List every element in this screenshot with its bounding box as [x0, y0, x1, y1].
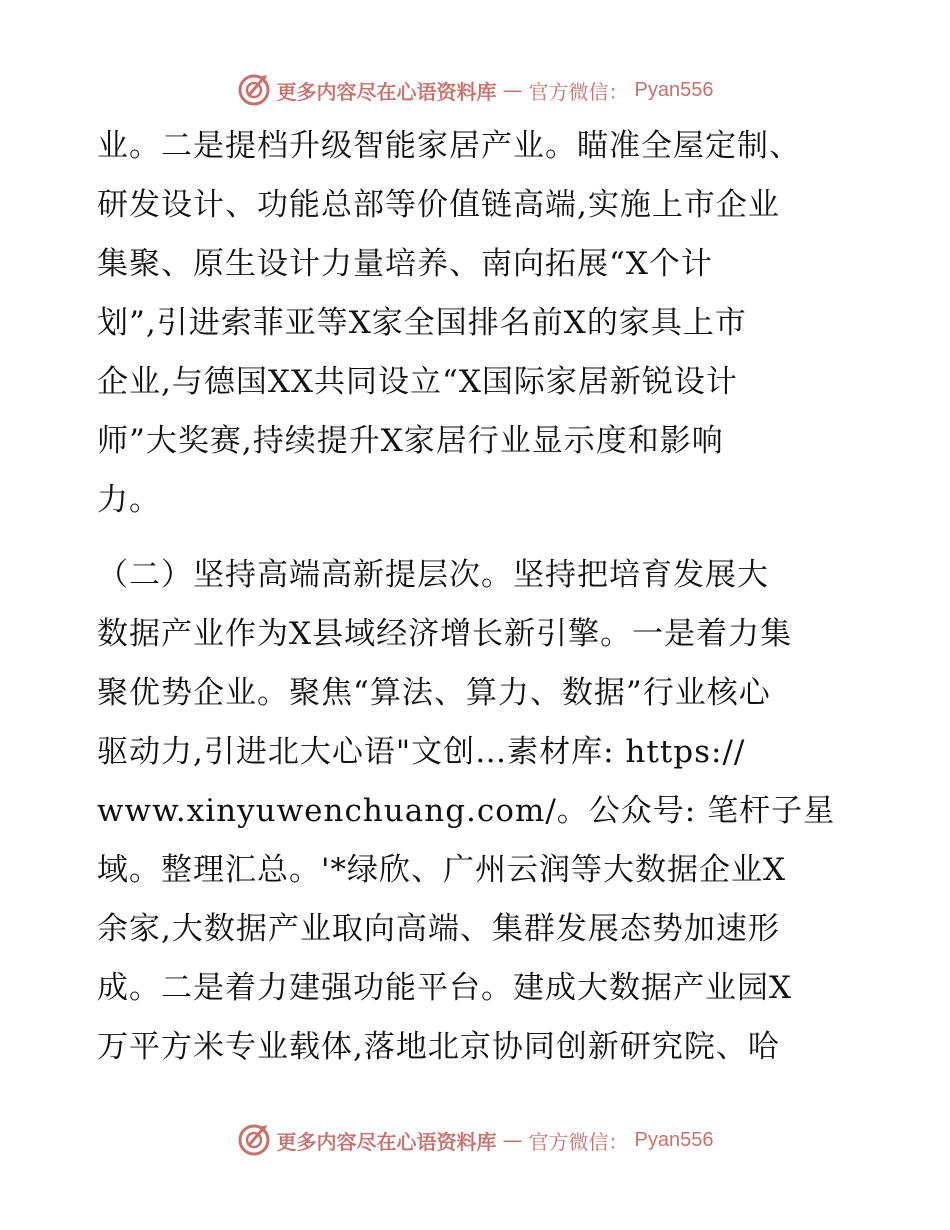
text-line: 聚优势企业。聚焦“算法、算力、数据”行业核心: [97, 675, 771, 711]
banner-slogan: 更多内容尽在心语资料库: [276, 1129, 497, 1154]
text-line: 划”,引进索菲亚等X家全国排名前X的家具上市: [97, 305, 747, 341]
text-line: www.xinyuwenchuang.com/。公众号: 笔杆子星: [97, 793, 836, 829]
text-line: 师”大奖赛,持续提升X家居行业显示度和影响: [97, 423, 724, 459]
banner-slogan: 更多内容尽在心语资料库: [276, 79, 497, 104]
pen-circle-logo-icon: [237, 1123, 271, 1157]
text-line: 企业,与德国XX共同设立“X国际家居新锐设计: [97, 364, 738, 400]
footer-banner: [0, 1120, 950, 1160]
wechat-id: Pyan556: [634, 78, 714, 101]
header-banner: [0, 70, 950, 110]
paragraph: [97, 117, 857, 530]
pen-circle-logo-icon: [237, 73, 271, 107]
text-line: 余家,大数据产业取向高端、集群发展态势加速形: [97, 911, 780, 947]
text-line: 力。: [97, 482, 161, 518]
text-line: 域。整理汇总。'*绿欣、广州云润等大数据企业X: [97, 852, 787, 888]
paragraph: [97, 546, 857, 1077]
banner-separator: —: [502, 78, 523, 102]
wechat-id: Pyan556: [634, 1128, 714, 1151]
text-line: 万平方米专业载体,落地北京协同创新研究院、哈: [97, 1029, 780, 1065]
text-line: 业。二是提档升级智能家居产业。瞄准全屋定制、: [97, 128, 801, 164]
banner-separator: —: [502, 1128, 523, 1152]
wechat-label: 官方微信：: [528, 79, 629, 104]
document-body: [97, 117, 857, 1077]
text-line: 驱动力,引进北大心语"文创…素材库: https://: [97, 734, 746, 770]
wechat-label: 官方微信：: [528, 1129, 629, 1154]
paragraph-spacer: [97, 530, 857, 546]
text-line: 集聚、原生设计力量培养、南向拓展“X个计: [97, 246, 713, 282]
text-line: （二）坚持高端高新提层次。坚持把培育发展大: [97, 557, 769, 593]
text-line: 研发设计、功能总部等价值链高端,实施上市企业: [97, 187, 780, 223]
text-line: 数据产业作为X县域经济增长新引擎。一是着力集: [97, 616, 793, 652]
text-line: 成。二是着力建强功能平台。建成大数据产业园X: [97, 970, 793, 1006]
